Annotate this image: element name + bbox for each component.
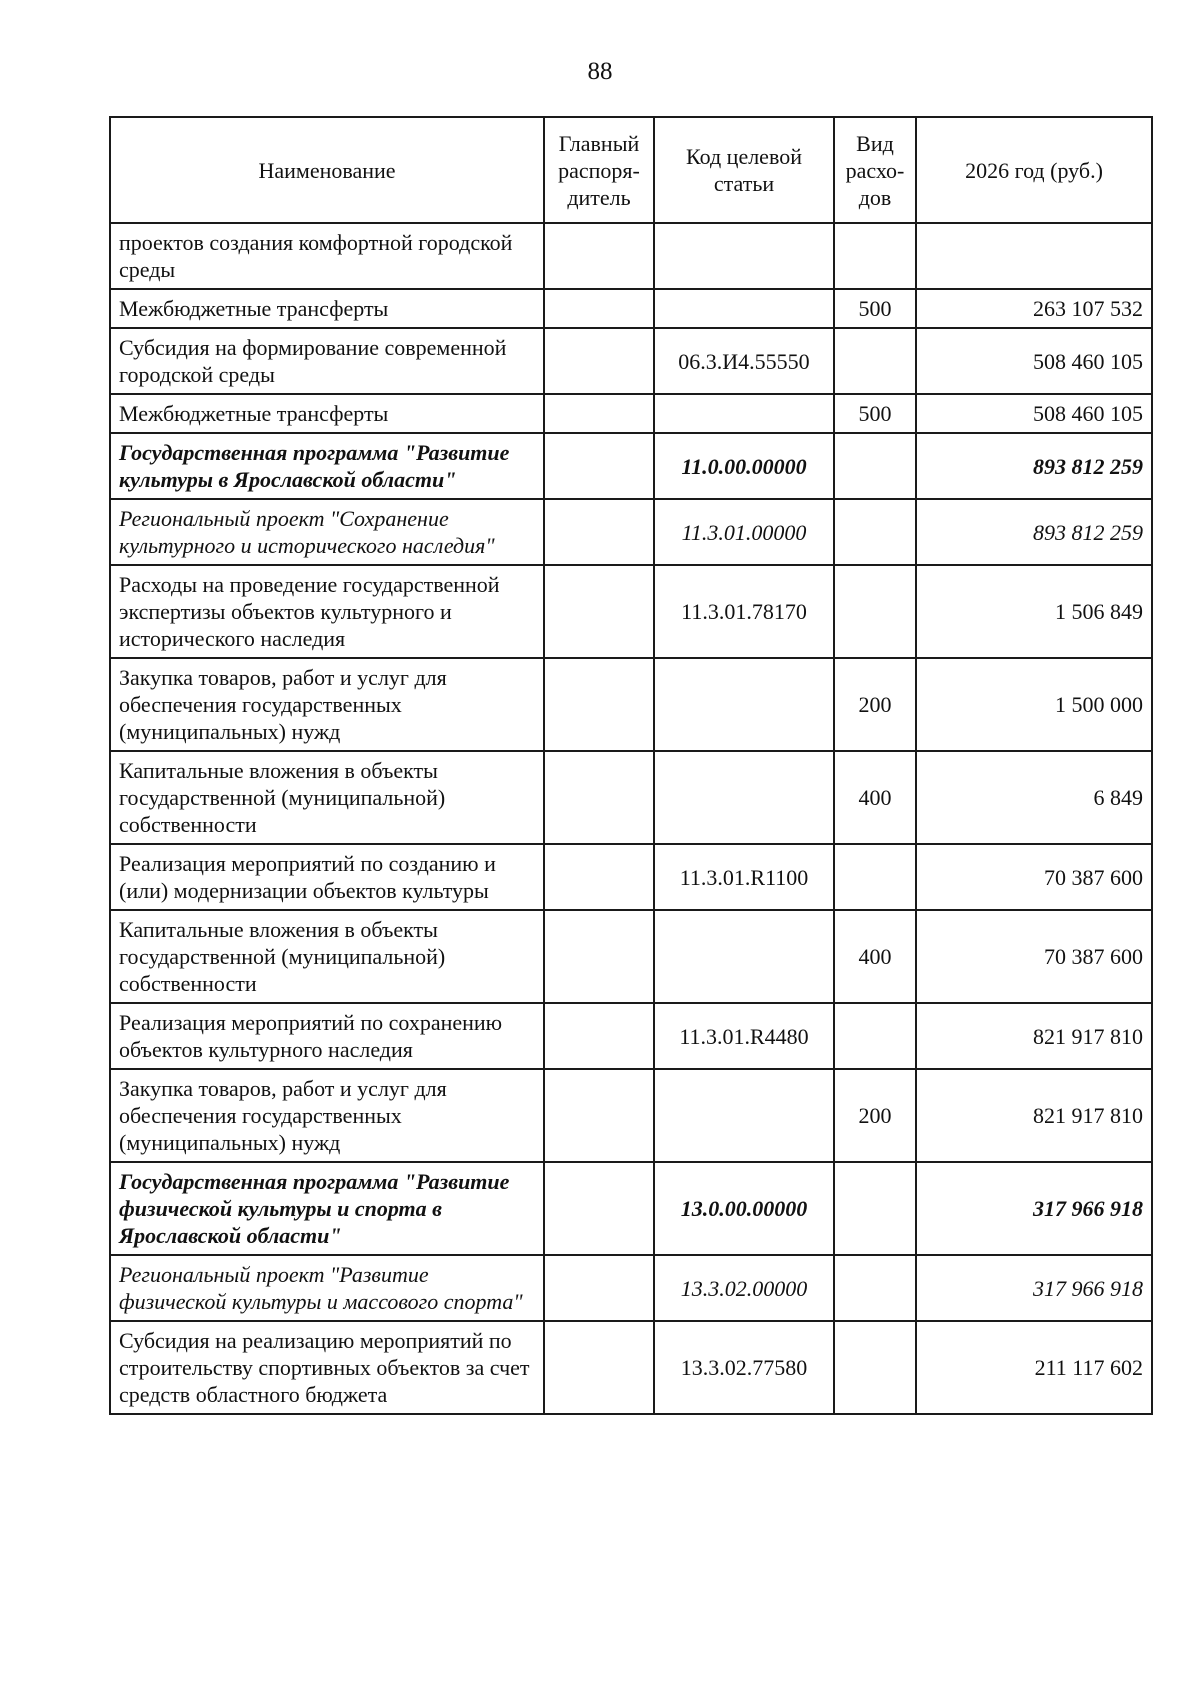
row-sum: 893 812 259 bbox=[916, 499, 1152, 565]
row-expense-type bbox=[834, 433, 916, 499]
row-code: 13.0.00.00000 bbox=[654, 1162, 834, 1255]
row-name: проектов создания комфортной городской среды bbox=[110, 223, 544, 289]
budget-table bbox=[109, 116, 1153, 1415]
row-expense-type bbox=[834, 499, 916, 565]
row-sum: 70 387 600 bbox=[916, 910, 1152, 1003]
row-manager bbox=[544, 751, 654, 844]
row-name: Межбюджетные трансферты bbox=[110, 394, 544, 433]
table-row bbox=[110, 328, 1152, 394]
row-manager bbox=[544, 1162, 654, 1255]
table-row bbox=[110, 1321, 1152, 1414]
table-row bbox=[110, 223, 1152, 289]
row-expense-type bbox=[834, 1255, 916, 1321]
row-code bbox=[654, 289, 834, 328]
table-body bbox=[110, 223, 1152, 1414]
table-row bbox=[110, 289, 1152, 328]
row-manager bbox=[544, 1255, 654, 1321]
header-code: Код целевой статьи bbox=[654, 117, 834, 223]
table-row bbox=[110, 751, 1152, 844]
row-sum: 317 966 918 bbox=[916, 1255, 1152, 1321]
row-code bbox=[654, 1069, 834, 1162]
row-code: 13.3.02.00000 bbox=[654, 1255, 834, 1321]
table-row bbox=[110, 844, 1152, 910]
row-manager bbox=[544, 433, 654, 499]
row-sum: 508 460 105 bbox=[916, 394, 1152, 433]
row-sum: 1 506 849 bbox=[916, 565, 1152, 658]
row-code: 13.3.02.77580 bbox=[654, 1321, 834, 1414]
row-name: Государственная программа "Развитие физической культуры и спорта в Ярославской области" bbox=[110, 1162, 544, 1255]
row-name: Субсидия на формирование современной городской среды bbox=[110, 328, 544, 394]
row-code: 06.3.И4.55550 bbox=[654, 328, 834, 394]
row-expense-type: 500 bbox=[834, 394, 916, 433]
row-manager bbox=[544, 289, 654, 328]
row-code bbox=[654, 910, 834, 1003]
row-expense-type bbox=[834, 1321, 916, 1414]
row-name: Реализация мероприятий по созданию и (или) модернизации объектов культуры bbox=[110, 844, 544, 910]
table-row bbox=[110, 565, 1152, 658]
row-name: Капитальные вложения в объекты государственной (муниципальной) собственности bbox=[110, 751, 544, 844]
row-manager bbox=[544, 328, 654, 394]
row-name: Региональный проект "Развитие физической культуры и массового спорта" bbox=[110, 1255, 544, 1321]
row-expense-type: 200 bbox=[834, 658, 916, 751]
row-expense-type bbox=[834, 328, 916, 394]
row-sum: 263 107 532 bbox=[916, 289, 1152, 328]
row-manager bbox=[544, 223, 654, 289]
row-expense-type bbox=[834, 1003, 916, 1069]
row-expense-type: 400 bbox=[834, 751, 916, 844]
row-expense-type bbox=[834, 844, 916, 910]
row-sum: 317 966 918 bbox=[916, 1162, 1152, 1255]
table-row bbox=[110, 1255, 1152, 1321]
header-name: Наименование bbox=[110, 117, 544, 223]
row-sum: 508 460 105 bbox=[916, 328, 1152, 394]
row-manager bbox=[544, 1069, 654, 1162]
row-sum: 70 387 600 bbox=[916, 844, 1152, 910]
row-manager bbox=[544, 565, 654, 658]
row-expense-type bbox=[834, 1162, 916, 1255]
row-sum: 821 917 810 bbox=[916, 1069, 1152, 1162]
table-row bbox=[110, 910, 1152, 1003]
row-code bbox=[654, 223, 834, 289]
table-row bbox=[110, 499, 1152, 565]
row-code: 11.0.00.00000 bbox=[654, 433, 834, 499]
row-expense-type: 200 bbox=[834, 1069, 916, 1162]
row-code bbox=[654, 751, 834, 844]
row-code: 11.3.01.00000 bbox=[654, 499, 834, 565]
row-expense-type bbox=[834, 565, 916, 658]
row-name: Расходы на проведение государственной экспертизы объектов культурного и исторического наследия bbox=[110, 565, 544, 658]
row-manager bbox=[544, 844, 654, 910]
row-sum bbox=[916, 223, 1152, 289]
row-code bbox=[654, 394, 834, 433]
table-row bbox=[110, 394, 1152, 433]
row-sum: 1 500 000 bbox=[916, 658, 1152, 751]
row-name: Региональный проект "Сохранение культурного и исторического наследия" bbox=[110, 499, 544, 565]
row-name: Капитальные вложения в объекты государственной (муниципальной) собственности bbox=[110, 910, 544, 1003]
row-manager bbox=[544, 1321, 654, 1414]
row-manager bbox=[544, 394, 654, 433]
row-manager bbox=[544, 1003, 654, 1069]
row-sum: 6 849 bbox=[916, 751, 1152, 844]
row-name: Субсидия на реализацию мероприятий по строительству спортивных объектов за счет средств областного бюджета bbox=[110, 1321, 544, 1414]
header-type: Вид расхо-дов bbox=[834, 117, 916, 223]
row-code: 11.3.01.R4480 bbox=[654, 1003, 834, 1069]
header-manager: Главный распоря-дитель bbox=[544, 117, 654, 223]
row-code bbox=[654, 658, 834, 751]
row-name: Закупка товаров, работ и услуг для обеспечения государственных (муниципальных) нужд bbox=[110, 1069, 544, 1162]
table-row bbox=[110, 433, 1152, 499]
row-expense-type: 500 bbox=[834, 289, 916, 328]
row-name: Реализация мероприятий по сохранению объектов культурного наследия bbox=[110, 1003, 544, 1069]
row-code: 11.3.01.R1100 bbox=[654, 844, 834, 910]
row-sum: 893 812 259 bbox=[916, 433, 1152, 499]
row-name: Закупка товаров, работ и услуг для обеспечения государственных (муниципальных) нужд bbox=[110, 658, 544, 751]
row-manager bbox=[544, 658, 654, 751]
table-row bbox=[110, 658, 1152, 751]
row-name: Межбюджетные трансферты bbox=[110, 289, 544, 328]
page-number: 88 bbox=[587, 58, 613, 85]
row-expense-type bbox=[834, 223, 916, 289]
row-sum: 211 117 602 bbox=[916, 1321, 1152, 1414]
row-manager bbox=[544, 910, 654, 1003]
row-name: Государственная программа "Развитие культуры в Ярославской области" bbox=[110, 433, 544, 499]
table-row bbox=[110, 1162, 1152, 1255]
table-row bbox=[110, 1003, 1152, 1069]
table-row bbox=[110, 1069, 1152, 1162]
table-header-row bbox=[110, 117, 1152, 223]
row-manager bbox=[544, 499, 654, 565]
row-code: 11.3.01.78170 bbox=[654, 565, 834, 658]
row-expense-type: 400 bbox=[834, 910, 916, 1003]
row-sum: 821 917 810 bbox=[916, 1003, 1152, 1069]
header-sum: 2026 год (руб.) bbox=[916, 117, 1152, 223]
